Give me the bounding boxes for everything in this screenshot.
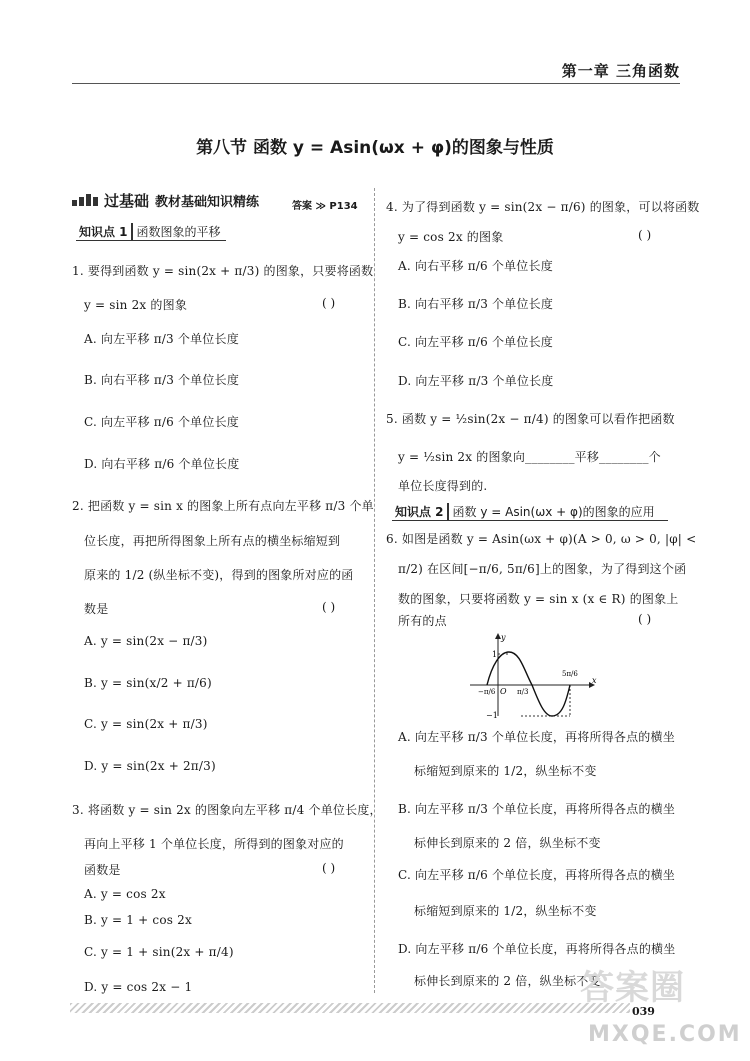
q6-answer-blank: ( ) bbox=[638, 612, 652, 626]
q3-option-d: D. y = cos 2x − 1 bbox=[84, 980, 193, 994]
q4-option-a: A. 向右平移 π/6 个单位长度 bbox=[398, 259, 553, 273]
q3-option-c: C. y = 1 + sin(2x + π/4) bbox=[84, 945, 234, 959]
page-number: 039 bbox=[632, 1005, 655, 1018]
q1-stem-1: 1. 要得到函数 y = sin(2x + π/3) 的图象，只要将函数 bbox=[72, 264, 374, 278]
q6-option-a-2: 标缩短到原来的 1/2，纵坐标不变 bbox=[414, 764, 597, 778]
label-neg-one: −1 bbox=[486, 711, 498, 720]
kp1-text: 函数图象的平移 bbox=[136, 224, 221, 239]
q1-stem-2: y = sin 2x 的图象 bbox=[84, 298, 188, 312]
sine-graph bbox=[466, 630, 602, 720]
label-pi-3: π/3 bbox=[517, 688, 529, 696]
bars-icon bbox=[72, 194, 98, 206]
q5-stem-2: y = ½sin 2x 的图象向________平移________个 bbox=[398, 450, 661, 464]
q4-stem-2: y = cos 2x 的图象 bbox=[398, 230, 504, 244]
q4-answer-blank: ( ) bbox=[638, 228, 652, 242]
chapter-title: 第一章 三角函数 bbox=[561, 62, 680, 80]
label-y: y bbox=[501, 633, 506, 642]
footer-band bbox=[70, 1003, 630, 1013]
q1-option-b: B. 向右平移 π/3 个单位长度 bbox=[84, 373, 240, 387]
knowledge-point-1 bbox=[76, 222, 226, 241]
q2-option-c: C. y = sin(2x + π/3) bbox=[84, 717, 208, 731]
sine-curve bbox=[487, 652, 570, 716]
label-5pi-6: 5π/6 bbox=[562, 670, 578, 678]
q2-stem-1: 2. 把函数 y = sin x 的图象上所有点向左平移 π/3 个单 bbox=[72, 499, 374, 513]
q6-option-d-1: D. 向左平移 π/6 个单位长度，再将所得各点的横坐 bbox=[398, 942, 676, 956]
q4-option-d: D. 向左平移 π/3 个单位长度 bbox=[398, 374, 554, 388]
q2-option-b: B. y = sin(x/2 + π/6) bbox=[84, 676, 212, 690]
watermark-logo: 答案圈 bbox=[580, 968, 685, 1008]
q6-stem-4: 所有的点 bbox=[398, 614, 447, 628]
q5-stem-1: 5. 函数 y = ½sin(2x − π/4) 的图象可以看作把函数 bbox=[386, 412, 675, 426]
q6-option-b-1: B. 向左平移 π/3 个单位长度，再将所得各点的横坐 bbox=[398, 802, 676, 816]
section-heading-sub: 教材基础知识精练 bbox=[155, 194, 260, 210]
q3-option-b: B. y = 1 + cos 2x bbox=[84, 913, 192, 927]
q4-stem-1: 4. 为了得到函数 y = sin(2x − π/6) 的图象，可以将函数 bbox=[386, 200, 700, 214]
column-divider bbox=[374, 188, 375, 993]
q3-stem-3: 函数是 bbox=[84, 863, 121, 877]
section-heading bbox=[72, 190, 259, 210]
q1-option-d: D. 向右平移 π/6 个单位长度 bbox=[84, 457, 240, 471]
answer-reference: 答案 ≫ P134 bbox=[292, 201, 358, 212]
q4-option-c: C. 向左平移 π/6 个单位长度 bbox=[398, 335, 553, 349]
label-x: x bbox=[592, 676, 597, 685]
q2-answer-blank: ( ) bbox=[322, 600, 336, 614]
q5-stem-3: 单位长度得到的. bbox=[398, 479, 488, 493]
q6-stem-2: π/2) 在区间[−π/6, 5π/6]上的图象，为了得到这个函 bbox=[398, 562, 687, 576]
q2-option-a: A. y = sin(2x − π/3) bbox=[84, 634, 208, 648]
q2-stem-3: 原来的 1/2 (纵坐标不变)，得到的图象所对应的函 bbox=[84, 568, 354, 582]
q6-option-c-1: C. 向左平移 π/6 个单位长度，再将所得各点的横坐 bbox=[398, 868, 675, 882]
q2-stem-2: 位长度，再把所得图象上所有点的横坐标缩短到 bbox=[84, 534, 341, 548]
q6-option-d-2: 标伸长到原来的 2 倍，纵坐标不变 bbox=[414, 974, 601, 988]
q2-stem-4: 数是 bbox=[84, 602, 109, 616]
q6-option-c-2: 标缩短到原来的 1/2，纵坐标不变 bbox=[414, 904, 597, 918]
section-title: 第八节 函数 y = Asin(ωx + φ)的图象与性质 bbox=[196, 138, 554, 158]
q3-answer-blank: ( ) bbox=[322, 861, 336, 875]
q3-stem-1: 3. 将函数 y = sin 2x 的图象向左平移 π/4 个单位长度， bbox=[72, 803, 382, 817]
q6-stem-1: 6. 如图是函数 y = Asin(ωx + φ)(A > 0, ω > 0, |φ| < bbox=[386, 532, 697, 546]
q6-option-b-2: 标伸长到原来的 2 倍，纵坐标不变 bbox=[414, 836, 601, 850]
kp1-label: 知识点 1 bbox=[76, 223, 133, 240]
watermark-site: MXQE.COM bbox=[588, 1022, 742, 1047]
kp2-text: 函数 y = Asin(ωx + φ)的图象的应用 bbox=[452, 504, 655, 519]
label-neg-pi-6: −π/6 bbox=[478, 688, 496, 696]
knowledge-point-2 bbox=[392, 502, 668, 521]
q2-option-d: D. y = sin(2x + 2π/3) bbox=[84, 759, 216, 773]
label-one: 1 bbox=[492, 650, 498, 659]
q6-option-a-1: A. 向左平移 π/3 个单位长度，再将所得各点的横坐 bbox=[398, 730, 675, 744]
q3-stem-2: 再向上平移 1 个单位长度，所得到的图象对应的 bbox=[84, 837, 344, 851]
q4-option-b: B. 向右平移 π/3 个单位长度 bbox=[398, 297, 554, 311]
kp2-label: 知识点 2 bbox=[392, 503, 449, 520]
header-rule bbox=[72, 83, 680, 84]
q6-stem-3: 数的图象，只要将函数 y = sin x (x ∈ R) 的图象上 bbox=[398, 592, 679, 606]
q1-answer-blank: ( ) bbox=[322, 296, 336, 310]
q3-option-a: A. y = cos 2x bbox=[84, 887, 166, 901]
q1-option-a: A. 向左平移 π/3 个单位长度 bbox=[84, 332, 239, 346]
label-origin: O bbox=[500, 687, 507, 696]
section-heading-main: 过基础 bbox=[104, 191, 150, 210]
q1-option-c: C. 向左平移 π/6 个单位长度 bbox=[84, 415, 239, 429]
